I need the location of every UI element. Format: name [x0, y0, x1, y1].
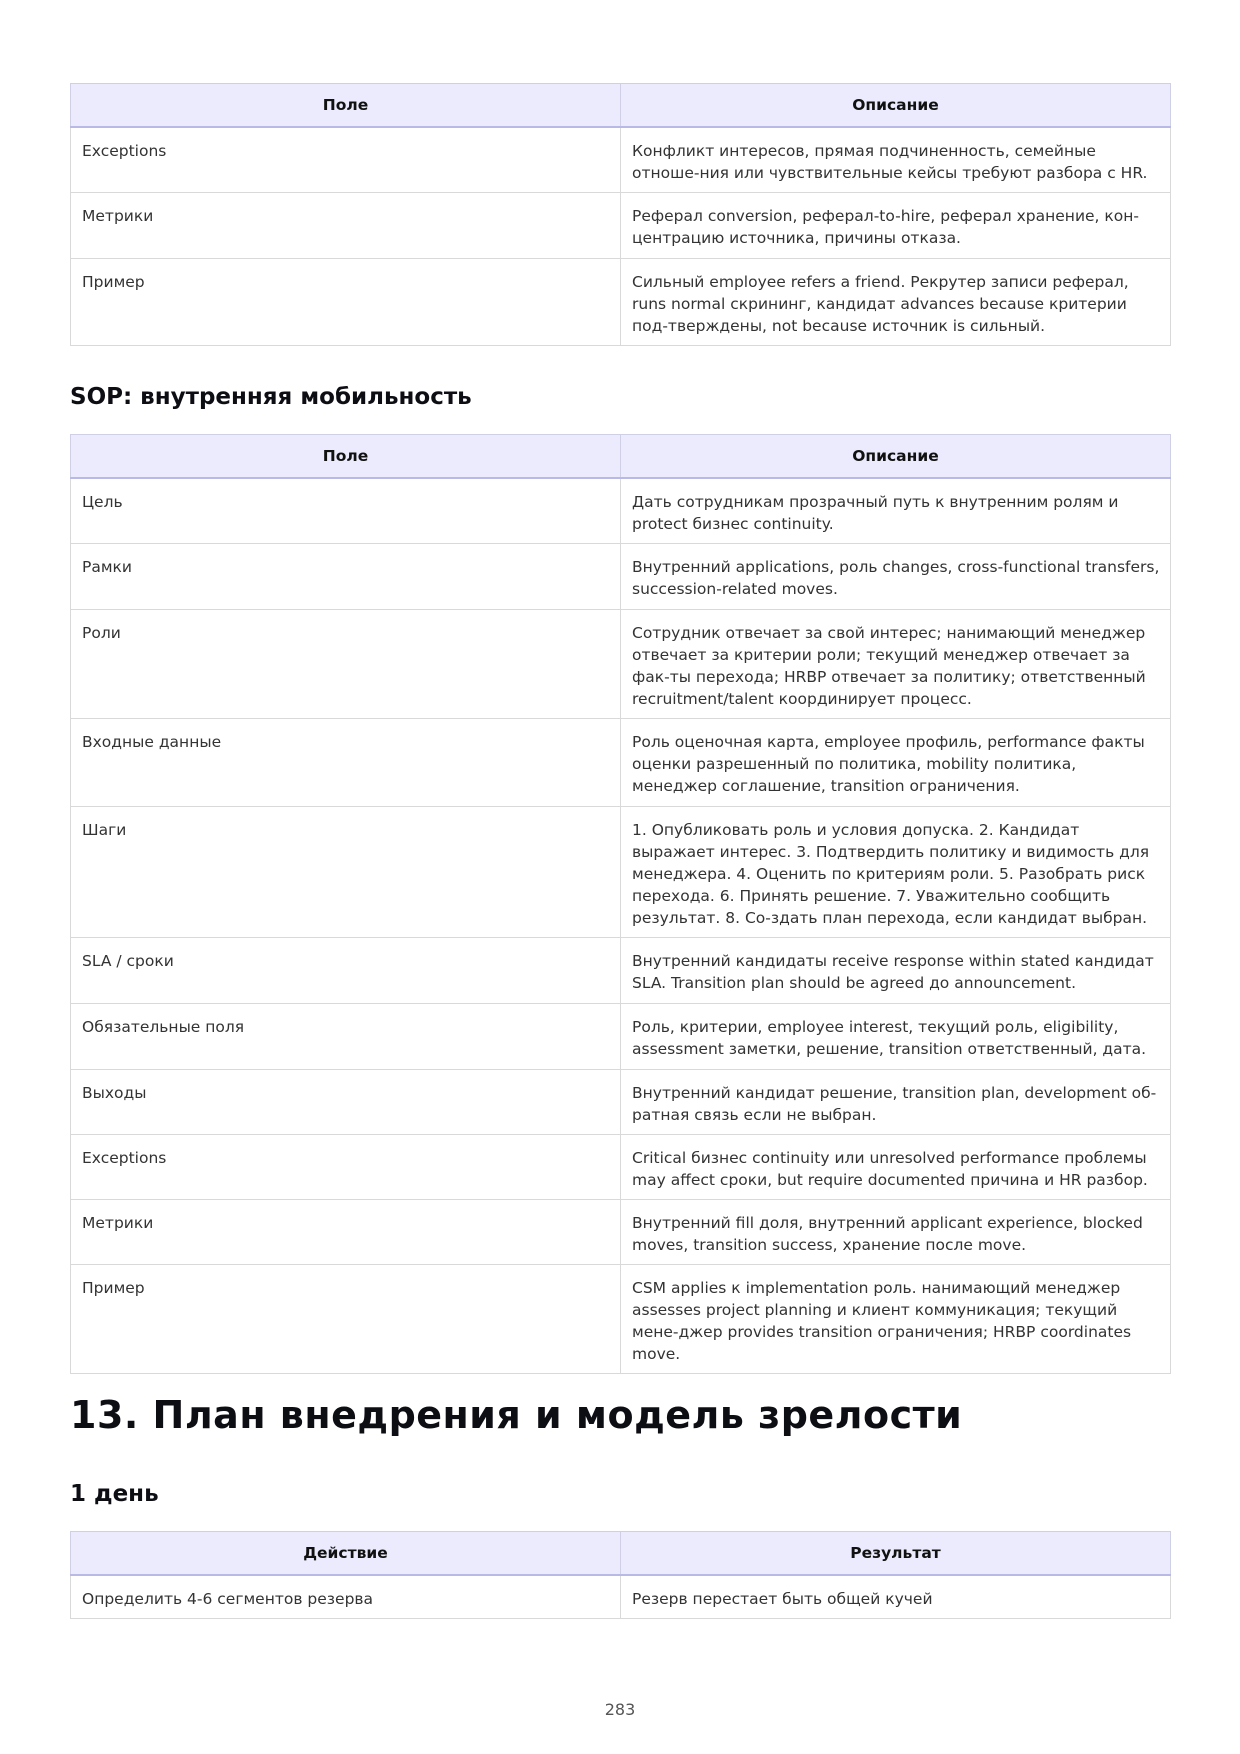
field-cell: Пример	[71, 1265, 621, 1374]
field-cell: Роли	[71, 610, 621, 719]
action-cell: Определить 4-6 сегментов резерва	[71, 1575, 621, 1619]
description-cell: CSM applies к implementation роль. нанимающий менеджер assesses project planning и клиент коммуникация; текущий мене-джер provides transition ограничения; HRBP coordinates move.	[621, 1265, 1171, 1374]
field-cell: Рамки	[71, 544, 621, 610]
section-heading-day: 1 день	[70, 1481, 159, 1507]
column-header-field: Поле	[71, 435, 621, 478]
description-cell: 1. Опубликовать роль и условия допуска. 2. Кандидат выражает интерес. 3. Подтвердить политику и видимость для менеджера. 4. Оценить по критериям роли. 5. Разобрать риск перехода. 6. Принять решение. 7. Уважительно сообщить результат. 8. Со-здать план перехода, если кандидат выбран.	[621, 807, 1171, 938]
internal-mobility-table	[70, 434, 1171, 1374]
table-row	[71, 807, 1171, 938]
field-cell: Выходы	[71, 1070, 621, 1135]
field-cell: SLA / сроки	[71, 938, 621, 1004]
field-cell: Шаги	[71, 807, 621, 938]
field-cell: Обязательные поля	[71, 1004, 621, 1070]
description-cell: Внутренний applications, роль changes, cross-functional transfers, succession-related moves.	[621, 544, 1171, 610]
table-row	[71, 1004, 1171, 1070]
description-cell: Внутренний fill доля, внутренний applicant experience, blocked moves, transition success, хранение после move.	[621, 1200, 1171, 1265]
description-cell: Внутренний кандидаты receive response within stated кандидат SLA. Transition plan should be agreed до announcement.	[621, 938, 1171, 1004]
table-row	[71, 1200, 1171, 1265]
page-number: 283	[604, 1700, 636, 1719]
table-row	[71, 610, 1171, 719]
section-heading-sop: SOP: внутренняя мобильность	[70, 384, 472, 410]
description-cell: Внутренний кандидат решение, transition plan, development об-ратная связь если не выбран.	[621, 1070, 1171, 1135]
field-cell: Пример	[71, 258, 621, 345]
table-row	[71, 1070, 1171, 1135]
description-cell: Роль, критерии, employee interest, текущий роль, eligibility, assessment заметки, решение, transition ответственный, дата.	[621, 1004, 1171, 1070]
table-header-row	[71, 1532, 1171, 1575]
referral-sop-table	[70, 83, 1171, 346]
column-header-field: Поле	[71, 84, 621, 127]
chapter-heading: 13. План внедрения и модель зрелости	[70, 1393, 963, 1437]
description-cell: Дать сотрудникам прозрачный путь к внутренним ролям и protect бизнес continuity.	[621, 478, 1171, 544]
table-row	[71, 719, 1171, 807]
table-header-row	[71, 84, 1171, 127]
description-cell: Critical бизнес continuity или unresolved performance проблемы may affect сроки, but require documented причина и HR разбор.	[621, 1135, 1171, 1200]
table-row	[71, 544, 1171, 610]
table-row	[71, 1135, 1171, 1200]
field-cell: Метрики	[71, 192, 621, 258]
description-cell: Реферал conversion, реферал-to-hire, реферал хранение, кон-центрацию источника, причины отказа.	[621, 192, 1171, 258]
description-cell: Роль оценочная карта, employee профиль, performance факты оценки разрешенный по политика, mobility политика, менеджер соглашение, transition ограничения.	[621, 719, 1171, 807]
result-cell: Резерв перестает быть общей кучей	[621, 1575, 1171, 1619]
description-cell: Сотрудник отвечает за свой интерес; нанимающий менеджер отвечает за критерии роли; текущий менеджер отвечает за фак-ты перехода; HRBP отвечает за политику; ответственный recruitment/talent координирует процесс.	[621, 610, 1171, 719]
table-row	[71, 192, 1171, 258]
column-header-action: Действие	[71, 1532, 621, 1575]
table-row	[71, 127, 1171, 193]
table-row	[71, 258, 1171, 345]
description-cell: Конфликт интересов, прямая подчиненность, семейные отноше-ния или чувствительные кейсы требуют разбора с HR.	[621, 127, 1171, 193]
description-cell: Сильный employee refers a friend. Рекрутер записи реферал, runs normal скрининг, кандидат advances because критерии под-тверждены, not because источник is сильный.	[621, 258, 1171, 345]
table-header-row	[71, 435, 1171, 478]
field-cell: Exceptions	[71, 127, 621, 193]
field-cell: Exceptions	[71, 1135, 621, 1200]
table-row	[71, 1575, 1171, 1619]
day-one-table	[70, 1531, 1171, 1619]
field-cell: Цель	[71, 478, 621, 544]
field-cell: Метрики	[71, 1200, 621, 1265]
table-row	[71, 938, 1171, 1004]
column-header-description: Описание	[621, 84, 1171, 127]
field-cell: Входные данные	[71, 719, 621, 807]
table-row	[71, 1265, 1171, 1374]
column-header-description: Описание	[621, 435, 1171, 478]
column-header-result: Результат	[621, 1532, 1171, 1575]
table-row	[71, 478, 1171, 544]
